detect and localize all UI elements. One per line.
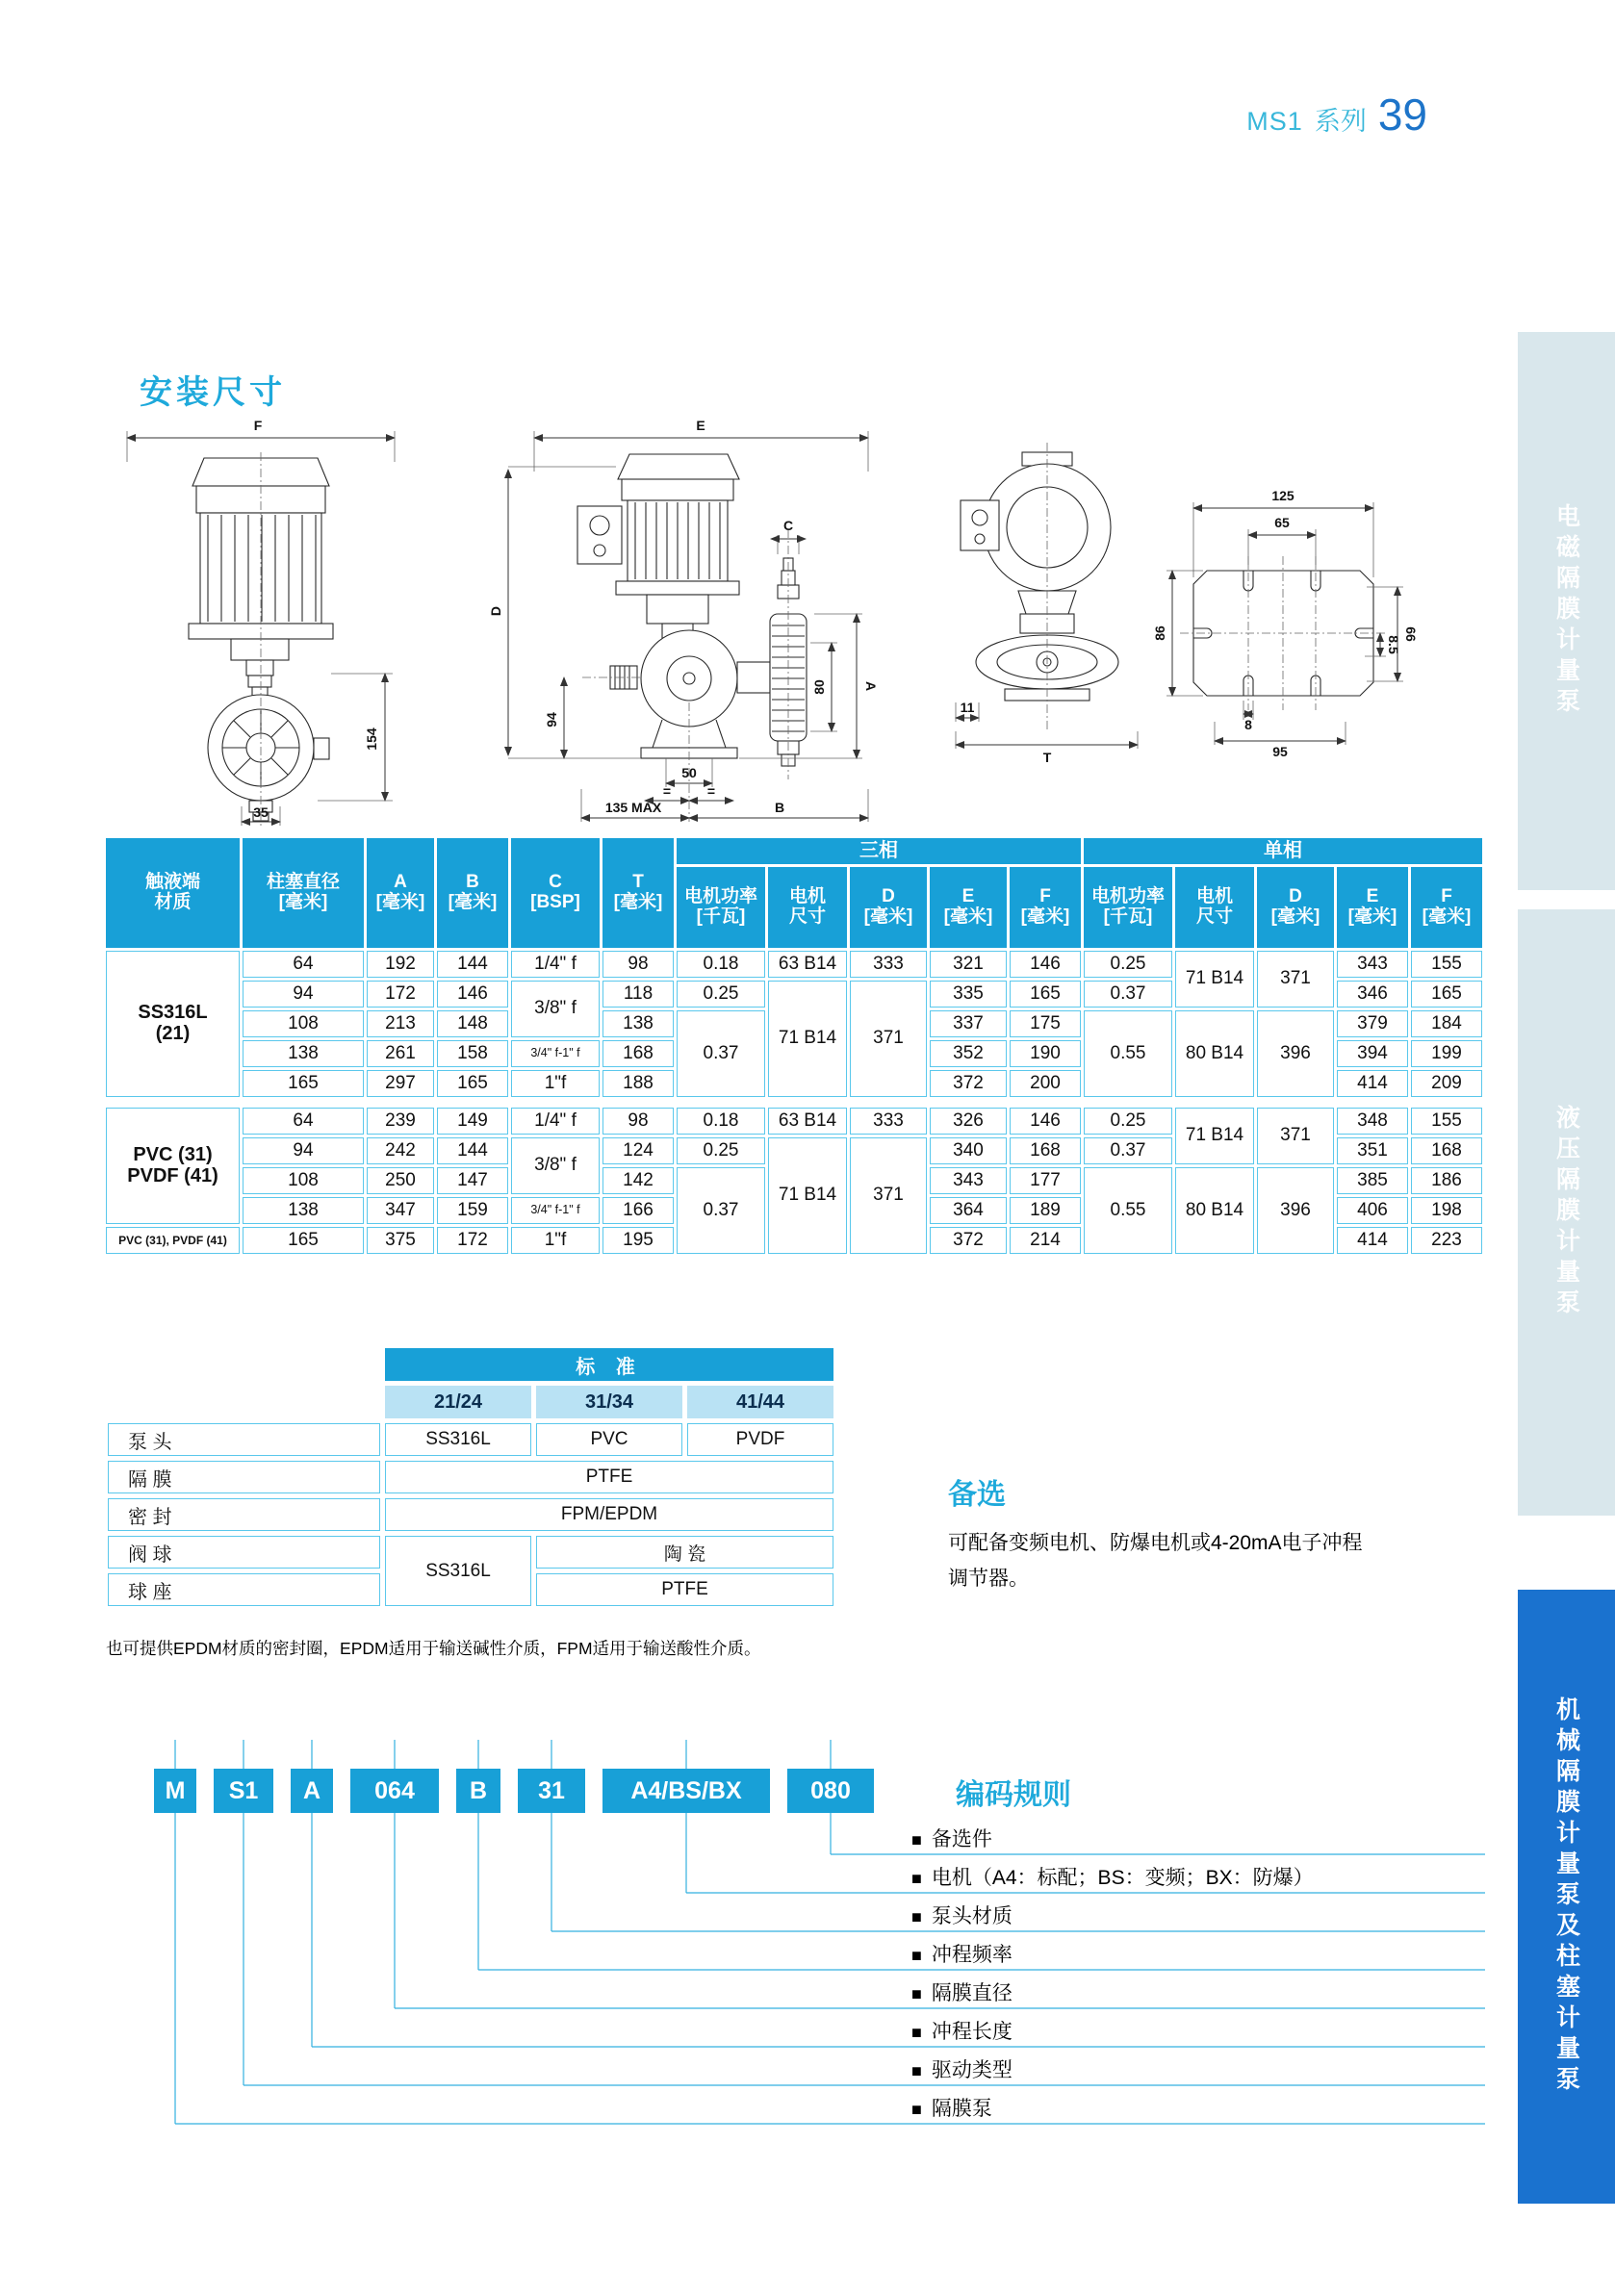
dim-table-cell: 177 (1010, 1167, 1081, 1194)
code-box: 080 (787, 1769, 874, 1813)
dim-table-cell: 372 (930, 1227, 1007, 1254)
dim-table-cell: 214 (1010, 1227, 1081, 1254)
bullet-square-icon: ■ (911, 1830, 922, 1850)
bullet-square-icon: ■ (911, 2100, 922, 2119)
dim-table-cell: 138 (243, 1040, 364, 1067)
optional-title: 备选 (948, 1479, 1006, 1511)
dim-table-cell: 0.55 (1084, 1167, 1172, 1254)
dim-label: 135 MAX (604, 800, 662, 815)
dim-table-cell: 146 (1010, 951, 1081, 978)
dim-table-cell: 184 (1411, 1010, 1482, 1037)
dim-table-cell: 321 (930, 951, 1007, 978)
section-title: 安装尺寸 (140, 374, 286, 411)
dim-table-cell: 0.25 (1084, 1108, 1172, 1135)
dim-table-cell: 146 (1010, 1108, 1081, 1135)
dim-table-cell: 165 (1411, 981, 1482, 1008)
dim-table-cell: 64 (243, 951, 364, 978)
dim-table-cell: 71 B14 (1175, 1108, 1254, 1164)
bullet-square-icon: ■ (911, 2023, 922, 2042)
dim-table-cell: 1"f (511, 1227, 600, 1254)
dim-table-cell: 343 (930, 1167, 1007, 1194)
code-legend-item (911, 2093, 992, 2122)
dim-table-cell: 0.55 (1084, 1010, 1172, 1097)
std-cell: SS316L (385, 1423, 531, 1456)
std-cell: PVDF (687, 1423, 833, 1456)
dim-table-header-cell: 电机功率 [千瓦] (677, 867, 765, 948)
dim-table-cell: 155 (1411, 951, 1482, 978)
dim-table-cell: 337 (930, 1010, 1007, 1037)
std-cell: SS316L (385, 1536, 531, 1606)
dim-table-cell: 242 (367, 1137, 434, 1164)
coding-title: 编码规则 (956, 1779, 1071, 1811)
dim-table-cell: 144 (437, 951, 508, 978)
dim-table-cell: 213 (367, 1010, 434, 1037)
dim-table-cell: 172 (437, 1227, 508, 1254)
code-legend-label: 隔膜直径 (931, 1982, 1013, 2004)
code-legend-item (911, 1824, 992, 1852)
dim-table-header-cell: 电机 尺寸 (1175, 867, 1254, 948)
dim-table-cell: 3/8" f (511, 981, 600, 1037)
dim-table-header-cell: T [毫米] (602, 838, 674, 948)
dim-table-cell: 80 B14 (1175, 1010, 1254, 1097)
optional-line: 调节器。 (948, 1567, 1029, 1590)
dim-label: = (706, 783, 716, 799)
code-legend-label: 隔膜泵 (931, 2098, 992, 2120)
dim-table-cell: 346 (1337, 981, 1408, 1008)
dim-table-header-cell: 电机 尺寸 (768, 867, 847, 948)
dim-table-cell: 149 (437, 1108, 508, 1135)
dim-table-cell: 155 (1411, 1108, 1482, 1135)
dim-label: 50 (681, 765, 697, 780)
std-row-label: 球 座 (108, 1573, 380, 1606)
dim-table-cell: 0.18 (677, 951, 765, 978)
code-box: M (154, 1769, 196, 1813)
std-cell: PVC (536, 1423, 682, 1456)
dim-table-cell: 94 (243, 981, 364, 1008)
dim-table-cell: 192 (367, 951, 434, 978)
dim-label: 86 (1152, 625, 1167, 641)
dim-table-cell: 0.37 (1084, 1137, 1172, 1164)
dim-table-cell: 3/8" f (511, 1137, 600, 1194)
dim-table-cell: 0.37 (677, 1010, 765, 1097)
dim-table-cell: 195 (602, 1227, 674, 1254)
dim-label: B (774, 800, 785, 815)
dim-table-cell: 166 (602, 1197, 674, 1224)
dim-table-cell: 326 (930, 1108, 1007, 1135)
dim-table-cell: 348 (1337, 1108, 1408, 1135)
code-legend-label: 驱动类型 (931, 2059, 1013, 2081)
std-cell: 陶 瓷 (536, 1536, 833, 1569)
dim-table-cell: 239 (367, 1108, 434, 1135)
dim-label: 154 (364, 727, 379, 751)
dim-table-cell: 64 (243, 1108, 364, 1135)
dim-table-cell: 71 B14 (1175, 951, 1254, 1008)
code-box: A (291, 1769, 333, 1813)
dim-table-cell: 250 (367, 1167, 434, 1194)
dim-table-cell: 118 (602, 981, 674, 1008)
dim-table-cell: 333 (850, 1108, 927, 1135)
dim-table-cell: 98 (602, 951, 674, 978)
dim-table-cell: 142 (602, 1167, 674, 1194)
dim-table-cell: 371 (1257, 1108, 1334, 1164)
dim-table-cell: 168 (602, 1040, 674, 1067)
dim-table-cell: 371 (850, 981, 927, 1097)
dim-table-cell: 335 (930, 981, 1007, 1008)
dim-label: 66 (1403, 626, 1419, 642)
code-legend-item (911, 1977, 1013, 2006)
dim-table-header-cell: F [毫米] (1411, 867, 1482, 948)
dim-table-cell: 0.18 (677, 1108, 765, 1135)
dim-table-cell: 352 (930, 1040, 1007, 1067)
dim-label: 125 (1271, 488, 1295, 503)
dim-table-cell: 406 (1337, 1197, 1408, 1224)
dim-table-cell: 0.25 (1084, 951, 1172, 978)
dim-table-header-cell: C [BSP] (511, 838, 600, 948)
dim-label: 95 (1272, 744, 1288, 759)
code-box: 31 (518, 1769, 585, 1813)
dim-table-cell: 364 (930, 1197, 1007, 1224)
dim-table-header-cell: E [毫米] (1337, 867, 1408, 948)
dim-table-cell: 172 (367, 981, 434, 1008)
std-row-label: 密 封 (108, 1498, 380, 1531)
dim-table-cell: SS316L (21) (106, 951, 240, 1097)
dim-table-cell: 144 (437, 1137, 508, 1164)
dim-table-cell: 63 B14 (768, 1108, 847, 1135)
dim-table-phase-header: 单相 (1084, 838, 1482, 864)
dim-table-cell: 297 (367, 1070, 434, 1097)
sidebar-tab-1[interactable]: 电磁隔膜计量泵 (1518, 332, 1615, 890)
code-legend-label: 冲程频率 (931, 1944, 1013, 1966)
dim-table-cell: 189 (1010, 1197, 1081, 1224)
dim-table-cell: 340 (930, 1137, 1007, 1164)
dim-table-header-cell: F [毫米] (1010, 867, 1081, 948)
dim-table-cell: 372 (930, 1070, 1007, 1097)
dim-table-cell: PVC (31) PVDF (41) (106, 1108, 240, 1224)
std-row-label: 阀 球 (108, 1536, 380, 1569)
dim-label: C (782, 518, 794, 533)
dim-table-cell: 198 (1411, 1197, 1482, 1224)
dim-table-cell: 414 (1337, 1227, 1408, 1254)
dim-table-header-cell: 触液端 材质 (106, 838, 240, 948)
dim-label: E (696, 418, 705, 433)
dim-table-cell: 138 (602, 1010, 674, 1037)
dim-table-cell: 71 B14 (768, 1137, 847, 1254)
dim-table-cell: 0.25 (677, 981, 765, 1008)
dim-table-cell: 146 (437, 981, 508, 1008)
dim-table-cell: 159 (437, 1197, 508, 1224)
dim-table-cell: 168 (1411, 1137, 1482, 1164)
dim-table-cell: 375 (367, 1227, 434, 1254)
code-legend-label: 备选件 (931, 1828, 992, 1850)
sidebar-tab-2[interactable]: 液压隔膜计量泵 (1518, 909, 1615, 1516)
dim-label: 8.5 (1386, 635, 1401, 654)
series-name: MS1 (1246, 107, 1303, 136)
dim-table-cell: 147 (437, 1167, 508, 1194)
dim-table-cell: 165 (243, 1227, 364, 1254)
dim-label: 65 (1274, 515, 1290, 530)
dim-table-cell: 98 (602, 1108, 674, 1135)
code-legend-label: 冲程长度 (931, 2021, 1013, 2043)
std-cell: PTFE (385, 1461, 833, 1493)
dim-table-cell: 138 (243, 1197, 364, 1224)
dim-label: F (253, 418, 263, 433)
code-legend-item (911, 1901, 1013, 1929)
dim-table-header-cell: A [毫米] (367, 838, 434, 948)
dim-table-cell: 379 (1337, 1010, 1408, 1037)
dim-label: T (1042, 750, 1052, 765)
dim-label: 80 (811, 679, 827, 695)
bullet-square-icon: ■ (911, 1869, 922, 1888)
code-box: 064 (350, 1769, 439, 1813)
optional-line: 可配备变频电机、防爆电机或4-20mA电子冲程 (948, 1532, 1363, 1554)
dim-table-cell: 396 (1257, 1010, 1334, 1097)
dim-table-cell: 0.25 (677, 1137, 765, 1164)
dim-table-phase-header: 三相 (677, 838, 1081, 864)
dim-label: 11 (960, 700, 975, 715)
code-box: S1 (214, 1769, 273, 1813)
dim-table-cell: 94 (243, 1137, 364, 1164)
bullet-square-icon: ■ (911, 2061, 922, 2080)
dim-table-cell: PVC (31), PVDF (41) (106, 1227, 240, 1254)
dim-table-cell: 371 (1257, 951, 1334, 1008)
code-legend-item (911, 1939, 1013, 1968)
std-row-label: 隔 膜 (108, 1461, 380, 1493)
dim-table-cell: 343 (1337, 951, 1408, 978)
code-legend-item (911, 1862, 1314, 1891)
dim-table-cell: 223 (1411, 1227, 1482, 1254)
dim-table-cell: 1/4" f (511, 951, 600, 978)
dim-table-cell: 394 (1337, 1040, 1408, 1067)
dim-table-cell: 148 (437, 1010, 508, 1037)
dim-table-header-cell: 电机功率 [千瓦] (1084, 867, 1172, 948)
dim-table-cell: 108 (243, 1010, 364, 1037)
dim-table-cell: 3/4" f-1" f (511, 1197, 600, 1224)
dim-table-cell: 1"f (511, 1070, 600, 1097)
dim-table-header-cell: 柱塞直径 [毫米] (243, 838, 364, 948)
dim-table-cell: 108 (243, 1167, 364, 1194)
std-header: 标 准 (385, 1348, 833, 1381)
dim-table-header-cell: D [毫米] (1257, 867, 1334, 948)
bullet-square-icon: ■ (911, 1984, 922, 2003)
dim-table-cell: 347 (367, 1197, 434, 1224)
dim-label: 8 (1244, 717, 1252, 732)
dim-table-cell: 168 (1010, 1137, 1081, 1164)
dim-table-cell: 165 (1010, 981, 1081, 1008)
dim-table-cell: 71 B14 (768, 981, 847, 1097)
dim-table-header-cell: E [毫米] (930, 867, 1007, 948)
dim-table-cell: 80 B14 (1175, 1167, 1254, 1254)
series-label: 系列 (1314, 107, 1367, 136)
dim-table-cell: 333 (850, 951, 927, 978)
dim-table-cell: 0.37 (1084, 981, 1172, 1008)
dim-table-cell: 188 (602, 1070, 674, 1097)
dim-table-header-cell: B [毫米] (437, 838, 508, 948)
code-legend-item (911, 2054, 1013, 2083)
std-subheader-cell: 41/44 (687, 1386, 833, 1418)
code-legend-label: 电机（A4：标配；BS：变频；BX：防爆） (931, 1867, 1314, 1889)
dim-label: A (863, 680, 879, 692)
dim-table-cell: 190 (1010, 1040, 1081, 1067)
code-legend-label: 泵头材质 (931, 1905, 1013, 1927)
std-cell: PTFE (536, 1573, 833, 1606)
bullet-square-icon: ■ (911, 1946, 922, 1965)
dim-table-cell: 0.37 (677, 1167, 765, 1254)
dim-table-cell: 200 (1010, 1070, 1081, 1097)
dim-table-cell: 371 (850, 1137, 927, 1254)
dim-table-cell: 396 (1257, 1167, 1334, 1254)
dim-label: 94 (544, 712, 559, 727)
dim-table-cell: 199 (1411, 1040, 1482, 1067)
page-number: 39 (1377, 89, 1427, 140)
dim-table-cell: 186 (1411, 1167, 1482, 1194)
dim-table-header-cell: D [毫米] (850, 867, 927, 948)
std-subheader-cell: 31/34 (536, 1386, 682, 1418)
dim-table-cell: 124 (602, 1137, 674, 1164)
bullet-square-icon: ■ (911, 1907, 922, 1926)
dim-label: = (662, 783, 672, 799)
dim-table-cell: 158 (437, 1040, 508, 1067)
dim-label: 35 (253, 804, 269, 820)
std-cell: FPM/EPDM (385, 1498, 833, 1531)
std-row-label: 泵 头 (108, 1423, 380, 1456)
dim-label: D (488, 605, 503, 617)
dim-table-cell: 351 (1337, 1137, 1408, 1164)
dim-table-cell: 3/4" f-1" f (511, 1040, 600, 1067)
dim-table-cell: 385 (1337, 1167, 1408, 1194)
dim-table-cell: 1/4" f (511, 1108, 600, 1135)
code-legend-item (911, 2016, 1013, 2045)
dim-table-cell: 165 (243, 1070, 364, 1097)
std-subheader-cell: 21/24 (385, 1386, 531, 1418)
dim-table-cell: 414 (1337, 1070, 1408, 1097)
dim-table-cell: 261 (367, 1040, 434, 1067)
sidebar-tab-3[interactable]: 机械隔膜计量泵及柱塞计量泵 (1518, 1590, 1615, 2204)
dim-table-cell: 175 (1010, 1010, 1081, 1037)
materials-footnote: 也可提供EPDM材质的密封圈，EPDM适用于输送碱性介质，FPM适用于输送酸性介质。 (106, 1639, 761, 1658)
dim-table-cell: 165 (437, 1070, 508, 1097)
code-box: A4/BS/BX (602, 1769, 770, 1813)
dim-table-cell: 63 B14 (768, 951, 847, 978)
dim-table-cell: 209 (1411, 1070, 1482, 1097)
code-box: B (456, 1769, 500, 1813)
